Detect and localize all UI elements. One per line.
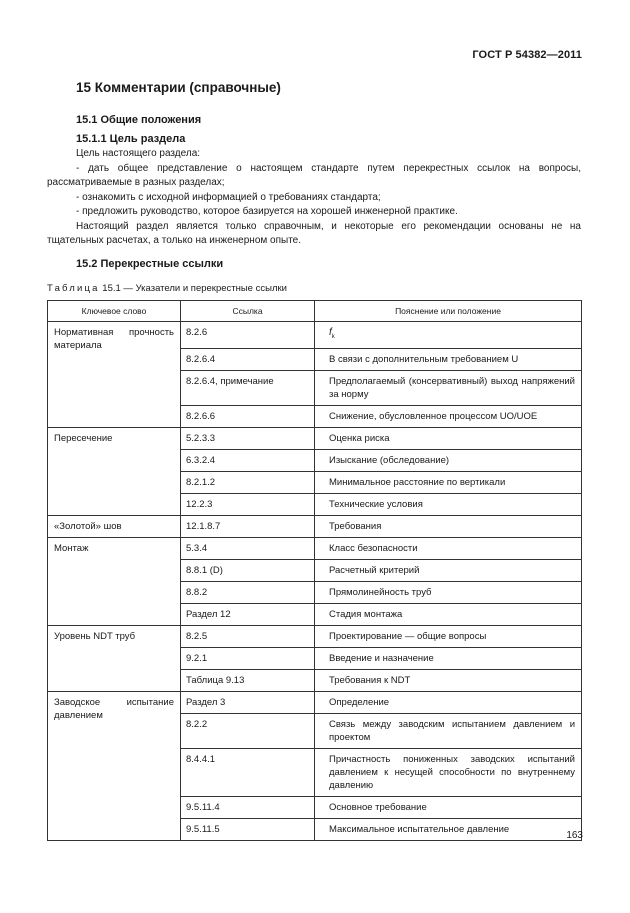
reference-cell: 5.3.4 [181,537,315,559]
reference-cell: 8.2.2 [181,713,315,748]
explanation-cell: Введение и назначение [315,647,582,669]
paragraph-line: - ознакомить с исходной информацией о требованиях стандарта; [76,191,381,203]
explanation-cell: Определение [315,691,582,713]
reference-cell: 8.8.2 [181,581,315,603]
explanation-cell: Причастность пониженных заводских испытаний давлением к несущей способности по внутреннему давлению [315,748,582,796]
reference-cell: Таблица 9.13 [181,669,315,691]
table-row [48,427,582,449]
column-header-keyword: Ключевое слово [48,300,181,321]
table-row [48,625,582,647]
section-title: 15 Комментарии (справочные) [76,80,281,95]
reference-cell: 9.5.11.4 [181,796,315,818]
page-number: 163 [566,830,583,841]
symbol-main: f [329,326,332,338]
keyword-cell: Уровень NDT труб [48,625,181,691]
reference-cell: 8.8.1 (D) [181,559,315,581]
column-header-explanation: Пояснение или положение [315,300,582,321]
explanation-cell: Минимальное расстояние по вертикали [315,471,582,493]
reference-cell: 9.2.1 [181,647,315,669]
reference-cell: 12.2.3 [181,493,315,515]
table-body [48,321,582,840]
reference-cell: 9.5.11.5 [181,818,315,840]
explanation-cell: Расчетный критерий [315,559,582,581]
explanation-cell: Проектирование — общие вопросы [315,625,582,647]
explanation-cell: Снижение, обусловленное процессом UO/UOE [315,405,582,427]
cross-reference-table [47,300,582,841]
explanation-cell: В связи с дополнительным требованием U [315,348,582,370]
table-row [48,321,582,348]
reference-cell: 6.3.2.4 [181,449,315,471]
reference-cell: 8.4.4.1 [181,748,315,796]
table-header-row [48,300,582,321]
explanation-cell: Предполагаемый (консервативный) выход напряжений за норму [315,370,582,405]
reference-cell: 8.2.5 [181,625,315,647]
explanation-cell: Изыскание (обследование) [315,449,582,471]
keyword-cell: Пересечение [48,427,181,515]
explanation-cell: Максимальное испытательное давление [315,818,582,840]
explanation-cell: Прямолинейность труб [315,581,582,603]
standard-code: ГОСТ Р 54382—2011 [472,49,582,61]
keyword-cell: Заводское испытание давлением [48,691,181,840]
reference-cell: Раздел 3 [181,691,315,713]
explanation-cell: Класс безопасности [315,537,582,559]
column-header-reference: Ссылка [181,300,315,321]
table-row [48,537,582,559]
table-caption-prefix: Таблица [47,282,100,294]
explanation-cell: Требования [315,515,582,537]
table-caption [47,282,581,296]
explanation-cell: Технические условия [315,493,582,515]
reference-cell: 8.2.6.6 [181,405,315,427]
reference-cell: 8.2.1.2 [181,471,315,493]
subsubsection-title-purpose: 15.1.1 Цель раздела [76,133,186,145]
keyword-cell: Монтаж [48,537,181,625]
paragraph-line: Цель настоящего раздела: [76,148,201,159]
reference-cell: 12.1.8.7 [181,515,315,537]
subsection-title-general: 15.1 Общие положения [76,114,202,126]
paragraph-line: - предложить руководство, которое базируется на хорошей инженерной практике. [76,206,458,217]
symbol-fk [329,327,335,338]
explanation-cell: Требования к NDT [315,669,582,691]
table-row [48,691,582,713]
subsection-title-cross-references: 15.2 Перекрестные ссылки [76,257,224,270]
paragraph-line: Настоящий раздел является только справочным, и некоторые его рекомендации основаны не на тщательных расчетах, а только на инженерном опыте. [47,220,581,246]
keyword-cell: Нормативная прочность материала [48,321,181,427]
explanation-cell [315,321,582,348]
document-content [47,78,581,841]
symbol-subscript: k [331,333,335,340]
keyword-cell: «Золотой» шов [48,515,181,537]
explanation-cell: Основное требование [315,796,582,818]
reference-cell: 8.2.6.4 [181,348,315,370]
explanation-cell: Стадия монтажа [315,603,582,625]
paragraph-line: - дать общее представление о настоящем стандарте путем перекрестных ссылок на вопросы, рассматриваемые в разных разделах; [47,162,581,188]
explanation-cell: Связь между заводским испытанием давлением и проектом [315,713,582,748]
table-caption-text: 15.1 — Указатели и перекрестные ссылки [102,282,287,294]
reference-cell: Раздел 12 [181,603,315,625]
reference-cell: 8.2.6 [181,321,315,348]
reference-cell: 8.2.6.4, примечание [181,370,315,405]
explanation-cell: Оценка риска [315,427,582,449]
reference-cell: 5.2.3.3 [181,427,315,449]
table-row [48,515,582,537]
